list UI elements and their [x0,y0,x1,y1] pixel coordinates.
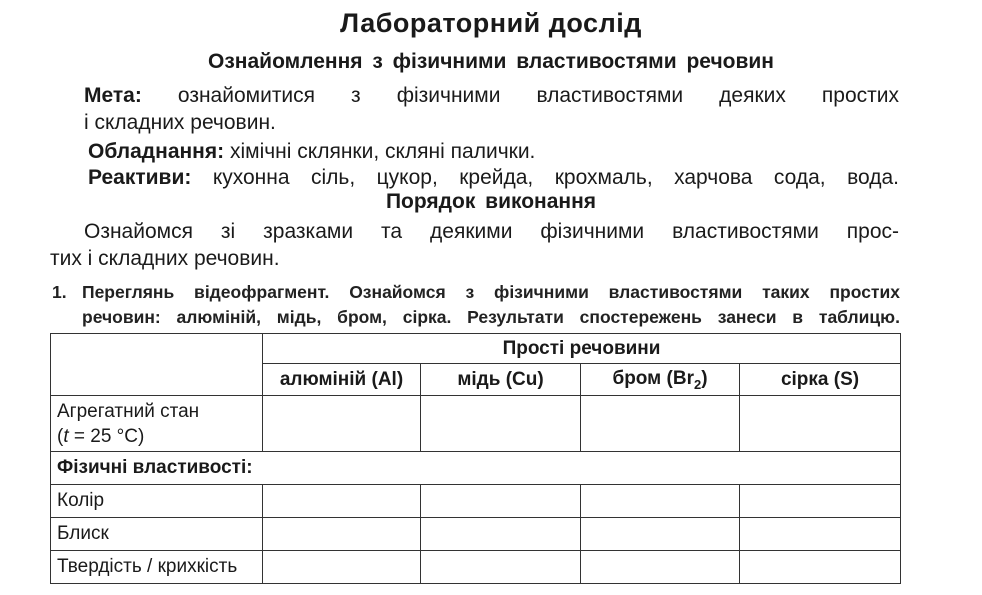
table-cell[interactable] [740,551,901,584]
table-cell[interactable] [263,551,421,584]
table-cell[interactable] [581,551,740,584]
table-cell[interactable] [263,396,421,452]
row-label-color: Колір [51,485,263,518]
column-header-sulfur: сірка (S) [740,364,901,396]
column-header-aluminium: алюміній (Al) [263,364,421,396]
reagents-text: кухонна сіль, цукор, крейда, крохмаль, харчова сода, вода. [212,166,899,189]
task-line-2: речовин: алюміній, мідь, бром, сірка. Результати спостережень занеси в таблицю. [82,307,900,327]
state-label-line1: Агрегатний стан [57,400,200,422]
goal-line-2: і складних речовин. [84,111,276,134]
equipment-label: Обладнання: [88,140,225,163]
goal-label: Мета: [84,84,142,107]
table-cell[interactable] [740,485,901,518]
task-number: 1. [52,282,67,302]
goal-text: ознайомитися з фізичними властивостями деяких простих [177,84,900,107]
reagents-line [88,164,899,191]
equipment-text: хімічні склянки, скляні палички. [229,140,536,163]
procedure-line-2: тих і складних речовин. [50,247,280,270]
row-label-luster: Блиск [51,518,263,551]
table-cell[interactable] [421,518,581,551]
table-cell[interactable] [421,396,581,452]
table-cell[interactable] [581,396,740,452]
row-section-physical-properties: Фізичні властивості: [51,452,901,485]
table-cell[interactable] [740,396,901,452]
procedure-heading: Порядок виконання [385,190,597,213]
equipment-line [88,138,903,165]
table-cell[interactable] [581,518,740,551]
task-1 [52,280,900,330]
row-label-hardness: Твердість / крихкість [51,551,263,584]
reagents-label: Реактиви: [88,166,192,189]
row-label-state [51,396,263,452]
table-cell[interactable] [263,518,421,551]
goal-line-1 [84,82,899,109]
task-line-1: Переглянь відеофрагмент. Ознайомся з фізичними властивостями таких простих [82,282,900,302]
column-header-copper: мідь (Cu) [421,364,581,396]
table-cell[interactable] [421,551,581,584]
state-label-line2: (t = 25 °C) [57,425,145,447]
table-cell[interactable] [421,485,581,518]
page-title: Лабораторний дослід [340,8,642,38]
procedure-line-1: Ознайомся зі зразками та деякими фізичними властивостями прос- [84,220,899,243]
table-cell[interactable] [740,518,901,551]
table-cell[interactable] [581,485,740,518]
page-subtitle: Ознайомлення з фізичними властивостями речовин [208,50,774,73]
column-header-bromine: бром $(Br_2)$ [581,364,740,396]
table-corner-cell [51,334,263,396]
group-header: Прості речовини [263,334,901,364]
observation-table [50,333,901,584]
table-cell[interactable] [263,485,421,518]
